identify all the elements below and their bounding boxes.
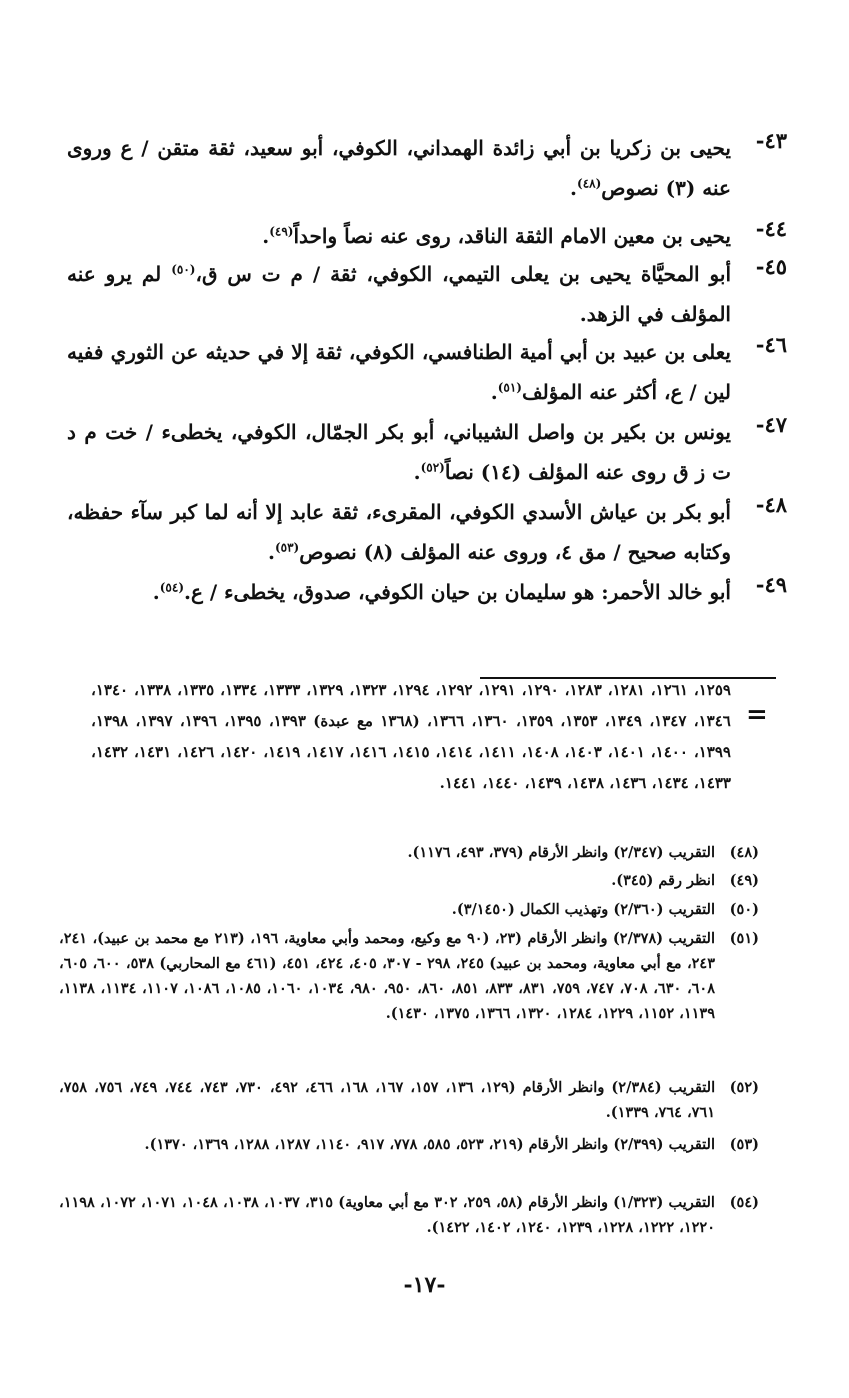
footnote-continuation: ١٢٥٩، ١٢٦١، ١٢٨١، ١٢٨٣، ١٢٩٠، ١٢٩١، ١٢٩٢، ١٢٩٤، ١٣٢٣، ١٣٢٩، ١٣٣٣، ١٣٣٤، ١٣٣٥، ١٣٣٨، ١٣٤٠، ١٣٤٦، ١٣٤٧، ١٣٤٩، ١٣٥٣، ١٣٥٩، ١٣٦٠، ١٣٦٦، (١٣٦٨ مع عبدة) ١٣٩٣، ١٣٩٥، ١٣٩٦، ١٣٩٧، ١٣٩٨، ١٣٩٩، ١٤٠٠، ١٤٠١، ١٤٠٣، ١٤٠٨، ١٤١١، ١٤١٤، ١٤١٥، ١٤١٦، ١٤١٧، ١٤١٩، ١٤٢٠، ١٤٢٦، ١٤٣١، ١٤٣٢، ١٤٣٣، ١٤٣٤، ١٤٣٦، ١٤٣٨، ١٤٣٩، ١٤٤٠، ١٤٤١. — [91, 681, 731, 792]
entry-45 — [67, 254, 787, 334]
entry-46 — [67, 332, 787, 412]
footnote-number: (٥٤) — [729, 1194, 759, 1211]
entry-47 — [67, 412, 787, 492]
entry-44 — [67, 216, 787, 256]
continuation-mark: = — [746, 700, 768, 730]
entry-number: ٤٦- — [755, 332, 787, 357]
footnote-text: انظر رقم (٣٤٥). — [611, 872, 715, 889]
footnote-number: (٥١) — [729, 930, 759, 947]
footnote-number: (٤٨) — [729, 844, 759, 861]
footnote-54 — [59, 1190, 759, 1240]
footnote-49 — [59, 868, 759, 893]
entry-43 — [67, 128, 787, 208]
footnote-48 — [59, 840, 759, 865]
entry-49 — [67, 572, 787, 612]
entry-number: ٤٧- — [755, 412, 787, 437]
entry-text: يحيى بن زكريا بن أبي زائدة الهمداني، الكوفي، أبو سعيد، ثقة متقن / ع وروى عنه (٣) نصوص$^{(٤٨)}$. — [67, 136, 731, 200]
entry-number: ٤٤- — [755, 216, 787, 241]
footnote-number: (٥٣) — [729, 1136, 759, 1153]
footnote-ref[interactable]: (٤٨) — [577, 176, 602, 191]
footnote-51 — [59, 926, 759, 1026]
footnote-52 — [59, 1075, 759, 1125]
entry-text: أبو المحيَّاة يحيى بن يعلى التيمي، الكوفي، ثقة / م ت س ق،$^{(٥٠)}$ لم يرو عنه المؤلف في الزهد. — [67, 262, 731, 326]
footnote-text: التقريب (١/٣٢٣) وانظر الأرقام (٥٨، ٢٥٩، ٣٠٢ مع أبي معاوية) ٣١٥، ١٠٣٧، ١٠٣٨، ١٠٤٨، ١٠٧١، ١٠٧٢، ١١٩٨، ١٢٢٠، ١٢٢٢، ١٢٢٨، ١٢٣٩، ١٢٤٠، ١٤٠٢، ١٤٢٢). — [59, 1194, 715, 1236]
entry-text: يعلى بن عبيد بن أبي أمية الطنافسي، الكوفي، ثقة إلا في حديثه عن الثوري ففيه لين / ع، أكثر عنه المؤلف$^{(٥١)}$. — [67, 340, 731, 404]
entry-48 — [67, 492, 787, 572]
footnote-ref[interactable]: (٤٩) — [269, 224, 294, 239]
footnote-ref[interactable]: (٥٢) — [420, 460, 445, 475]
footnote-number: (٥٢) — [729, 1079, 759, 1096]
entry-text: يونس بن بكير بن واصل الشيباني، أبو بكر الجمّال، الكوفي، يخطىء / خت م د ت ز ق روى عنه المؤلف (١٤) نصاً$^{(٥٢)}$. — [67, 420, 731, 484]
footnote-50 — [59, 897, 759, 922]
footnote-number: (٤٩) — [729, 872, 759, 889]
entry-text: أبو بكر بن عياش الأسدي الكوفي، المقرىء، ثقة عابد إلا أنه لما كبر سآء حفظه، وكتابه صحيح / مق ٤، وروى عنه المؤلف (٨) نصوص$^{(٥٣)}$. — [67, 500, 731, 564]
footnote-number: (٥٠) — [729, 901, 759, 918]
footnote-ref[interactable]: (٥٣) — [274, 540, 300, 555]
entry-number: ٤٨- — [755, 492, 787, 517]
footnote-text: التقريب (٢/٣٧٨) وانظر الأرقام (٢٣، (٩٠ مع وكيع، ومحمد وأبي معاوية، ١٩٦، (٢١٣ مع محمد بن عبيد)، ٢٤١، ٢٤٣، مع أبي معاوية، ومحمد بن عبيد) ٢٤٥، ٢٩٨ - ٣٠٧، ٤٠٥، ٤٢٤، ٤٥١، (٤٦١ مع المحاربي) ٥٣٨، ٦٠٠، ٦٠٥، ٦٠٨، ٦٣٠، ٧٠٨، ٧٤٧، ٧٥٩، ٨٣١، ٨٣٣، ٨٥١، ٨٦٠، ٩٥٠، ٩٨٠، ١٠٣٤، ١٠٦٠، ١٠٨٥، ١٠٨٦، ١١٠٧، ١١٣٤، ١١٣٨، ١١٣٩، ١١٥٢، ١٢٢٩، ١٢٨٤، ١٣٢٠، ١٣٦٦، ١٣٧٥، ١٤٣٠). — [59, 930, 716, 1022]
entry-number: ٤٣- — [755, 128, 787, 153]
footnote-53 — [59, 1132, 759, 1157]
entry-number: ٤٩- — [755, 572, 787, 597]
footnote-text: التقريب (٢/٣٦٠) وتهذيب الكمال (٣/١٤٥٠). — [451, 901, 715, 918]
footnote-text: التقريب (٢/٣٩٩) وانظر الأرقام (٢١٩، ٥٢٣، ٥٨٥، ٧٧٨، ٩١٧، ١١٤٠، ١٢٨٧، ١٢٨٨، ١٣٦٩، ١٣٧٠). — [144, 1136, 715, 1153]
entry-text: يحيى بن معين الامام الثقة الناقد، روى عنه نصاً واحداً$^{(٤٩)}$. — [262, 224, 731, 248]
footnote-text: التقريب (٢/٣٨٤) وانظر الأرقام (١٢٩، ١٣٦، ١٥٧، ١٦٧، ١٦٨، ٤٦٦، ٤٩٢، ٧٣٠، ٧٤٣، ٧٤٤، ٧٤٩، ٧٥٦، ٧٥٨، ٧٦١، ٧٦٤، ١٣٣٩). — [59, 1079, 716, 1121]
footnote-ref[interactable]: (٥١) — [497, 380, 522, 395]
entry-text: أبو خالد الأحمر: هو سليمان بن حيان الكوفي، صدوق، يخطىء / ع.$^{(٥٤)}$. — [152, 580, 731, 604]
footnote-ref[interactable]: (٥٠) — [171, 262, 196, 277]
entry-number: ٤٥- — [755, 254, 787, 279]
footnote-text: التقريب (٢/٣٤٧) وانظر الأرقام (٣٧٩، ٤٩٣، ١١٧٦). — [407, 844, 715, 861]
page-number: -١٧- — [403, 1272, 446, 1298]
footnote-ref[interactable]: (٥٤) — [159, 580, 184, 595]
